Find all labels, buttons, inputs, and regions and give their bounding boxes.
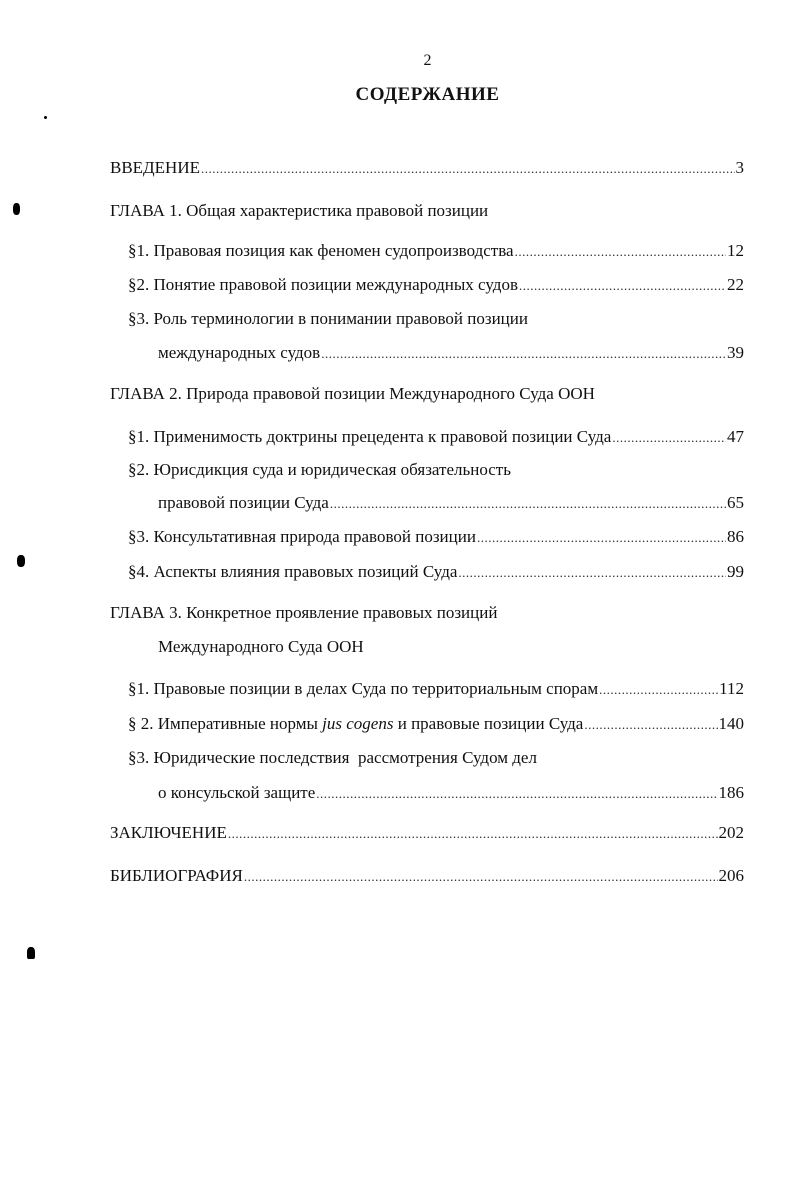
chapter-3-title-line2: Международного Суда ООН <box>158 637 364 656</box>
dot-leader <box>321 342 726 366</box>
dot-leader <box>330 492 726 516</box>
toc-page-number: 3 <box>735 158 744 177</box>
toc-page-number: 65 <box>727 493 744 512</box>
scan-mark <box>44 116 47 119</box>
dot-leader <box>477 526 726 550</box>
toc-page-number: 39 <box>727 343 744 362</box>
toc-page-number: 112 <box>719 679 744 698</box>
toc-entry-ch1-s3: международных судов ..... 39 <box>158 341 744 365</box>
dot-leader <box>316 782 717 806</box>
toc-entry-text: ВВЕДЕНИЕ <box>110 158 200 177</box>
toc-page-number: 206 <box>718 866 744 885</box>
toc-page-number: 47 <box>727 427 744 446</box>
page-title: СОДЕРЖАНИЕ <box>355 84 500 105</box>
dot-leader <box>228 822 718 846</box>
dot-leader <box>201 157 735 181</box>
toc-page-number: 186 <box>718 783 744 802</box>
toc-entry-ch1-s3-line1: §3. Роль терминологии в понимании правовой позиции <box>128 309 528 328</box>
chapter-1-title: ГЛАВА 1. Общая характеристика правовой позиции <box>110 201 489 220</box>
scan-mark <box>27 947 35 959</box>
dot-leader <box>458 561 726 585</box>
toc-entry-ch3-s3-line1: §3. Юридические последствия рассмотрения Судом дел <box>128 748 537 767</box>
toc-entry-bibliography: БИБЛИОГРАФИЯ ..... 206 <box>110 864 744 888</box>
dot-leader <box>612 426 726 450</box>
toc-entry-ch2-s1: §1. Применимость доктрины прецедента к правовой позиции Суда ..... 47 <box>128 425 744 449</box>
toc-page-number: 99 <box>727 562 744 581</box>
toc-entry-conclusion: ЗАКЛЮЧЕНИЕ ..... 202 <box>110 821 744 845</box>
toc-entry-ch3-s3: о консульской защите ..... 186 <box>158 781 744 805</box>
toc-entry-ch1-s1: §1. Правовая позиция как феномен судопроизводства ..... 12 <box>128 239 744 263</box>
toc-page-number: 22 <box>727 275 744 294</box>
chapter-3-title-line1: ГЛАВА 3. Конкретное проявление правовых позиций <box>110 603 498 622</box>
scan-mark <box>17 555 25 567</box>
chapter-2-title: ГЛАВА 2. Природа правовой позиции Международного Суда ООН <box>110 384 595 403</box>
toc-page-number: 140 <box>718 714 744 733</box>
scan-mark <box>13 203 20 215</box>
dot-leader <box>515 240 726 264</box>
toc-entry-ch2-s4: §4. Аспекты влияния правовых позиций Суда ..... 99 <box>128 560 744 584</box>
dot-leader <box>584 713 717 737</box>
dot-leader <box>599 678 718 702</box>
toc-entry-ch1-s2: §2. Понятие правовой позиции международных судов ..... 22 <box>128 273 744 297</box>
toc-page-number: 12 <box>727 241 744 260</box>
toc-entry-ch2-s2: правовой позиции Суда ..... 65 <box>158 491 744 515</box>
toc-entry-ch2-s2-line1: §2. Юрисдикция суда и юридическая обязательность <box>128 460 511 479</box>
toc-entry-ch3-s1: §1. Правовые позиции в делах Суда по территориальным спорам ..... 112 <box>128 677 744 701</box>
dot-leader <box>244 865 718 889</box>
toc-page-number: 202 <box>718 823 744 842</box>
toc-entry-ch3-s2: § 2. Императивные нормы jus cogens и правовые позиции Суда ..... 140 <box>128 712 744 736</box>
dot-leader <box>519 274 726 298</box>
toc-entry-ch2-s3: §3. Консультативная природа правовой позиции ..... 86 <box>128 525 744 549</box>
toc-page-number: 86 <box>727 527 744 546</box>
page-number: 2 <box>423 52 432 69</box>
toc-entry-intro <box>110 156 744 180</box>
